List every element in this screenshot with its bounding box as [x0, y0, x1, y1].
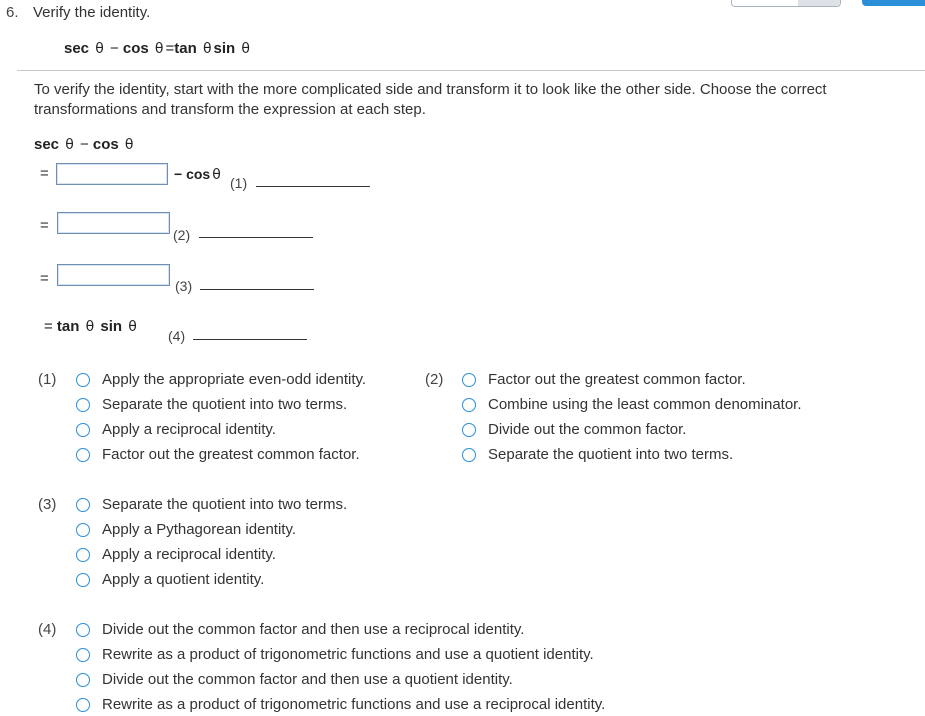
- option-g4-o3[interactable]: Divide out the common factor and then use a quotient identity.: [102, 671, 513, 688]
- radio-g3-o4[interactable]: [76, 573, 90, 587]
- radio-g3-o3[interactable]: [76, 548, 90, 562]
- top-toolbar-button-segment[interactable]: [798, 0, 840, 6]
- step2-equals: =: [40, 217, 49, 234]
- choice-group-1-label: (1): [38, 371, 57, 388]
- option-g2-o2[interactable]: Combine using the least common denominator.: [488, 396, 802, 413]
- radio-g4-o2[interactable]: [76, 648, 90, 662]
- start-cos: cos: [92, 136, 119, 153]
- option-g1-o1[interactable]: Apply the appropriate even-odd identity.: [102, 371, 367, 388]
- identity-theta-2: θ: [154, 41, 164, 57]
- identity-sec: sec: [64, 40, 90, 57]
- option-g1-o4[interactable]: Factor out the greatest common factor.: [102, 446, 360, 463]
- step3-input-field[interactable]: [58, 265, 169, 285]
- radio-g1-o4[interactable]: [76, 448, 90, 462]
- option-g1-o3[interactable]: Apply a reciprocal identity.: [102, 421, 276, 438]
- final-theta-2: θ: [128, 319, 137, 335]
- option-g3-o4[interactable]: Apply a quotient identity.: [102, 571, 265, 588]
- instructions-text: To verify the identity, start with the more complicated side and transform it to look like the other side. Choose the correct transformations and transform the expression at each step.: [34, 81, 827, 118]
- identity-equals: =: [165, 40, 175, 57]
- option-g4-o2[interactable]: Rewrite as a product of trigonometric functions and use a quotient identity.: [102, 646, 594, 663]
- step2-label: (2): [173, 227, 191, 243]
- top-toolbar-button[interactable]: [731, 0, 841, 7]
- step1-input[interactable]: [56, 163, 168, 185]
- option-g4-o1[interactable]: Divide out the common factor and then use a reciprocal identity.: [102, 621, 525, 638]
- identity-sin: sin: [213, 40, 236, 57]
- identity-tan: tan: [174, 40, 197, 57]
- radio-g1-o1[interactable]: [76, 373, 90, 387]
- identity-statement: [64, 40, 252, 57]
- radio-g1-o2[interactable]: [76, 398, 90, 412]
- step2-input[interactable]: [57, 212, 170, 234]
- option-g2-o3[interactable]: Divide out the common factor.: [488, 421, 687, 438]
- step1-tail: [174, 166, 223, 183]
- step1-equals: =: [40, 165, 49, 182]
- option-g3-o1[interactable]: Separate the quotient into two terms.: [102, 496, 348, 513]
- step2-reason-line[interactable]: [199, 237, 313, 238]
- step1-tail-text: − cos: [174, 166, 211, 182]
- start-expression: [34, 136, 136, 153]
- question-number: 6.: [6, 4, 19, 21]
- step3-reason-line[interactable]: [200, 289, 314, 290]
- question-title: Verify the identity.: [33, 4, 151, 21]
- radio-g3-o2[interactable]: [76, 523, 90, 537]
- step1-reason-line[interactable]: [256, 186, 370, 187]
- section-divider: [17, 70, 925, 71]
- identity-cos: cos: [122, 40, 149, 57]
- step3-label: (3): [175, 278, 193, 294]
- option-g4-o4[interactable]: Rewrite as a product of trigonometric functions and use a reciprocal identity.: [102, 696, 606, 713]
- identity-theta-3: θ: [202, 41, 212, 57]
- step1-theta: θ: [212, 167, 221, 183]
- option-g3-o3[interactable]: Apply a reciprocal identity.: [102, 546, 276, 563]
- radio-g1-o3[interactable]: [76, 423, 90, 437]
- step1-input-field[interactable]: [57, 164, 167, 184]
- final-theta-1: θ: [85, 319, 95, 335]
- radio-g4-o1[interactable]: [76, 623, 90, 637]
- radio-g2-o3[interactable]: [462, 423, 476, 437]
- final-sin: sin: [100, 318, 123, 335]
- start-theta-2: θ: [124, 137, 134, 153]
- radio-g3-o1[interactable]: [76, 498, 90, 512]
- step4-reason-line[interactable]: [193, 339, 307, 340]
- identity-theta-1: θ: [95, 41, 104, 57]
- step4-label: (4): [168, 328, 186, 344]
- option-g3-o2[interactable]: Apply a Pythagorean identity.: [102, 521, 297, 538]
- radio-g4-o4[interactable]: [76, 698, 90, 712]
- choice-group-2-label: (2): [425, 371, 444, 388]
- option-g2-o1[interactable]: Factor out the greatest common factor.: [488, 371, 746, 388]
- step3-input[interactable]: [57, 264, 170, 286]
- step2-input-field[interactable]: [58, 213, 169, 233]
- radio-g2-o2[interactable]: [462, 398, 476, 412]
- identity-minus: −: [109, 40, 119, 57]
- final-expression: = tan θ sin θ: [44, 318, 137, 335]
- choice-group-3-label: (3): [38, 496, 57, 513]
- start-minus: −: [79, 136, 89, 153]
- radio-g4-o3[interactable]: [76, 673, 90, 687]
- radio-g2-o1[interactable]: [462, 373, 476, 387]
- start-sec: sec: [34, 136, 60, 153]
- top-primary-button[interactable]: [862, 0, 925, 6]
- step1-label: (1): [230, 175, 248, 191]
- choice-group-4-label: (4): [38, 621, 57, 638]
- option-g2-o4[interactable]: Separate the quotient into two terms.: [488, 446, 734, 463]
- radio-g2-o4[interactable]: [462, 448, 476, 462]
- identity-theta-4: θ: [241, 41, 250, 57]
- step3-equals: =: [40, 270, 49, 287]
- option-g1-o2[interactable]: Separate the quotient into two terms.: [102, 396, 348, 413]
- start-theta-1: θ: [65, 137, 74, 153]
